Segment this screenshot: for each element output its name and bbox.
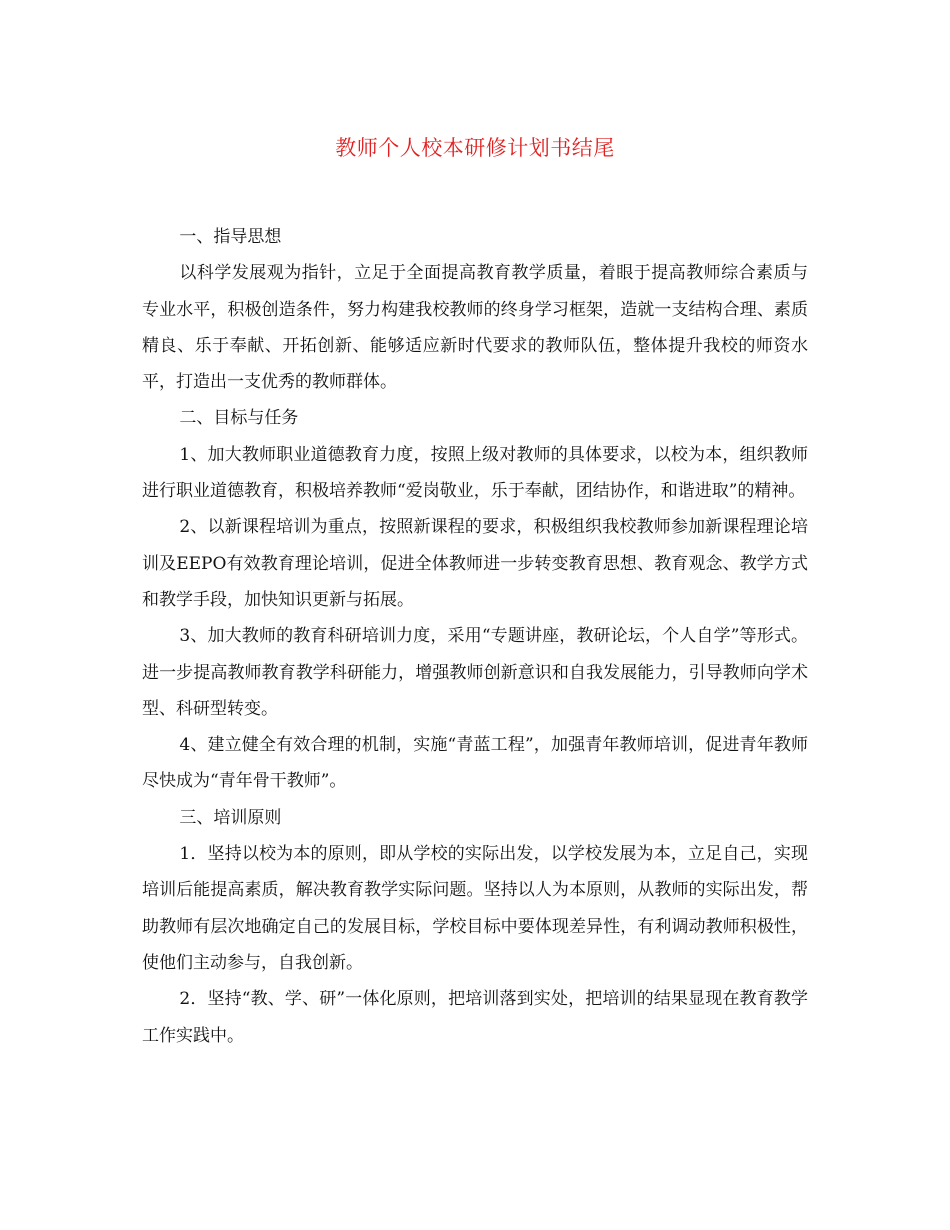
paragraph-principle-1: 1．坚持以校为本的原则，即从学校的实际出发，以学校发展为本，立足自己，实现培训后能提高素质，解决教育教学实际问题。坚持以人为本原则，从教师的实际出发，帮助教师有层次地确定自己的发展目标，学校目标中要体现差异性，有利调动教师积极性，使他们主动参与，自我创新。 [142, 844, 808, 973]
paragraph-goal-4: 4、建立健全有效合理的机制，实施“青蓝工程”，加强青年教师培训，促进青年教师尽快成为“青年骨干教师”。 [142, 735, 808, 792]
section-heading-training-principles: 三、培训原则 [179, 807, 282, 828]
paragraph-goal-2: 2、以新课程培训为重点，按照新课程的要求，积极组织我校教师参加新课程理论培训及EEPO有效教育理论培训，促进全体教师进一步转变教育思想、教育观念、教学方式和教学手段，加快知识更新与拓展。 [142, 517, 808, 610]
document-body [142, 219, 808, 1054]
paragraph-guiding-ideology: 以科学发展观为指针，立足于全面提高教育教学质量，着眼于提高教师综合素质与专业水平，积极创造条件，努力构建我校教师的终身学习框架，造就一支结构合理、素质精良、乐于奉献、开拓创新、能够适应新时代要求的教师队伍，整体提升我校的师资水平，打造出一支优秀的教师群体。 [142, 263, 808, 393]
section-heading-guiding-ideology: 一、指导思想 [179, 227, 282, 247]
document-title: 教师个人校本研修计划书结尾 [335, 136, 615, 160]
paragraph-goal-3: 3、加大教师的教育科研培训力度，采用“专题讲座，教研论坛，个人自学”等形式。进一步提高教师教育教学科研能力，增强教师创新意识和自我发展能力，引导教师向学术型、科研型转变。 [142, 626, 808, 719]
paragraph-goal-1: 1、加大教师职业道德教育力度，按照上级对教师的具体要求，以校为本，组织教师进行职业道德教育，积极培养教师“爱岗敬业，乐于奉献，团结协作，和谐进取”的精神。 [142, 444, 808, 502]
section-heading-goals-tasks: 二、目标与任务 [179, 408, 299, 429]
paragraph-principle-2: 2．坚持“教、学、研”一体化原则，把培训落到实处，把培训的结果显现在教育教学工作实践中。 [142, 989, 808, 1046]
